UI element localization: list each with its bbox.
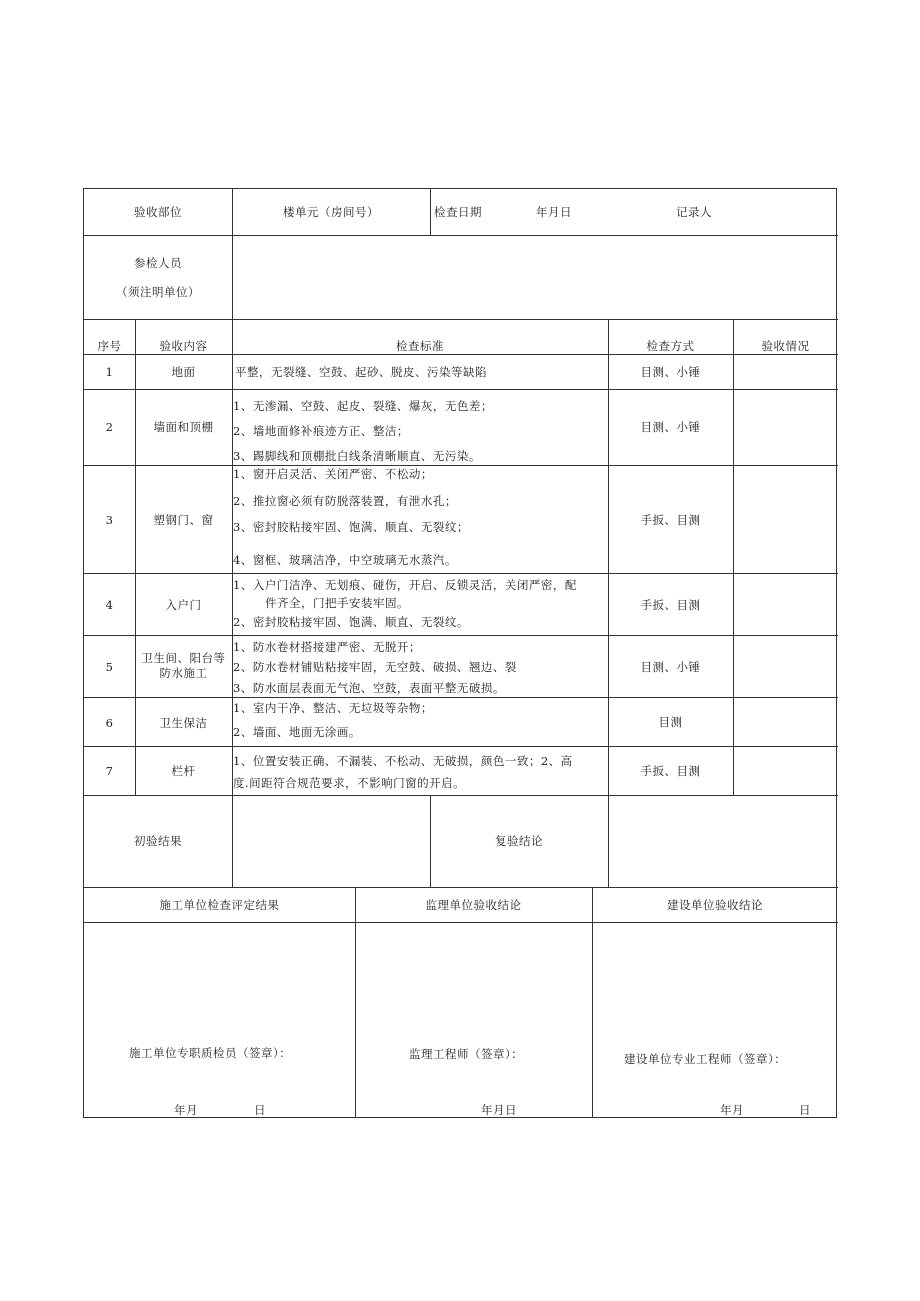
row-method: 目测、小锤: [640, 660, 701, 674]
date-label: 检查日期: [434, 205, 482, 219]
row-content: 栏杆: [171, 764, 196, 778]
col-divider: [608, 795, 609, 887]
row-no: 1: [105, 365, 114, 379]
standard-line: 1、防水卷材搭接建严密、无脱开；: [233, 640, 421, 654]
row-no: 7: [105, 764, 114, 778]
col-header-standard: 检查标准: [396, 339, 444, 353]
col-divider: [733, 319, 734, 795]
contractor-date-day: 日: [254, 1103, 266, 1117]
standard-line: 2、推拉窗必须有防脱落装置，有泄水孔；: [233, 494, 457, 508]
participants-label: 参检人员: [134, 256, 182, 270]
row-method: 手扳、目测: [640, 598, 701, 612]
standard-line: 1、入户门洁净、无划痕、碰伤，开启、反锁灵活，关闭严密，配: [233, 578, 577, 592]
row-divider: [84, 389, 838, 390]
row-method: 目测、小锤: [640, 365, 701, 379]
standard-line: 1、室内干净、整洁、无垃圾等杂物；: [233, 701, 433, 715]
review-conclusion-label: 复验结论: [495, 834, 543, 848]
date-value: 年月日: [536, 205, 572, 219]
owner-date-day: 日: [799, 1103, 811, 1117]
standard-line: 3、防水面层表面无气泡、空鼓，表面平整无破损。: [233, 681, 505, 695]
supervisor-date: 年月日: [481, 1103, 517, 1117]
row-no: 6: [105, 716, 114, 730]
initial-result-label: 初验结果: [134, 834, 182, 848]
col-divider: [355, 887, 356, 1118]
row-divider: [84, 354, 838, 355]
col-divider: [232, 795, 233, 887]
standard-line: 4、窗框、玻璃洁净，中空玻璃无水蒸汽。: [233, 553, 457, 567]
standard-line: 1、无渗漏、空鼓、起皮、裂缝、爆灰，无色差；: [233, 399, 493, 413]
row-no: 4: [105, 598, 114, 612]
owner-date-year-month: 年月: [720, 1103, 744, 1117]
row-method: 手扳、目测: [640, 764, 701, 778]
row-content: 防水施工: [159, 666, 208, 680]
row-divider: [84, 746, 838, 747]
row-content: 塑钢门、窗: [153, 513, 214, 527]
row-method: 目测: [658, 715, 683, 729]
standard-line: 度.间距符合规范要求，不影响门窗的开启。: [233, 776, 466, 790]
owner-title: 建设单位验收结论: [667, 898, 763, 912]
standard-line: 2、墙地面修补痕迹方正、整洁；: [233, 424, 409, 438]
row-divider: [84, 697, 838, 698]
supervisor-title: 监理单位验收结论: [425, 898, 522, 912]
row-divider: [84, 922, 838, 923]
col-header-content: 验收内容: [159, 339, 208, 353]
row-divider: [84, 573, 838, 574]
participants-note: （须注明单位）: [116, 285, 200, 299]
col-header-no: 序号: [97, 339, 122, 353]
standard-line: 2、墙面、地面无涂画。: [233, 725, 361, 739]
row-divider: [84, 887, 838, 888]
row-divider: [84, 319, 838, 320]
location-label: 验收部位: [134, 205, 182, 219]
unit-label: 楼单元（房间号）: [283, 205, 379, 219]
standard-line: 1、窗开启灵活、关闭严密、不松动；: [233, 467, 433, 481]
row-divider: [84, 795, 838, 796]
row-content: 墙面和顶棚: [153, 420, 214, 434]
col-header-method: 检查方式: [646, 339, 695, 353]
col-divider: [430, 189, 431, 235]
col-divider: [592, 887, 593, 1118]
row-content: 卫生间、阳台等: [141, 651, 226, 665]
standard-line: 2、密封胶粘接牢固、饱满、顺直、无裂纹。: [233, 615, 469, 629]
row-content: 卫生保洁: [159, 716, 208, 730]
row-divider: [84, 635, 838, 636]
row-no: 3: [105, 513, 114, 527]
row-method: 目测、小锤: [640, 420, 701, 434]
row-no: 5: [105, 660, 114, 674]
supervisor-signature-label: 监理工程师（签章）：: [409, 1047, 524, 1061]
acceptance-form: [83, 188, 837, 1118]
standard-line: 3、密封胶粘接牢固、饱满、顺直、无裂纹；: [233, 520, 469, 534]
row-content: 地面: [171, 365, 196, 379]
row-divider: [84, 465, 838, 466]
standard-line: 2、防水卷材铺贴粘接牢固，无空鼓、破损、翘边、裂: [233, 660, 517, 674]
standard-line: 平整，无裂缝、空鼓、起砂、脱皮、污染等缺陷: [235, 365, 487, 379]
contractor-title: 施工单位检查评定结果: [159, 898, 280, 912]
row-method: 手扳、目测: [640, 513, 701, 527]
contractor-date-year-month: 年月: [174, 1103, 198, 1117]
col-header-result: 验收情况: [761, 339, 810, 353]
standard-line: 3、踢脚线和顶棚批白线条清晰顺直、无污染。: [233, 449, 481, 463]
owner-signature-label: 建设单位专业工程师（签章）：: [624, 1052, 787, 1066]
contractor-signature-label: 施工单位专职质检员（签章）：: [129, 1046, 292, 1060]
recorder-label: 记录人: [676, 205, 712, 219]
standard-line: 件齐全，门把手安装牢固。: [265, 596, 409, 610]
col-divider: [232, 235, 233, 319]
row-content: 入户门: [165, 598, 202, 612]
row-divider: [84, 235, 838, 236]
standard-line: 1、位置安装正确、不漏装、不松动、无破损，颜色一致；2、高: [233, 754, 573, 768]
row-no: 2: [105, 420, 114, 434]
